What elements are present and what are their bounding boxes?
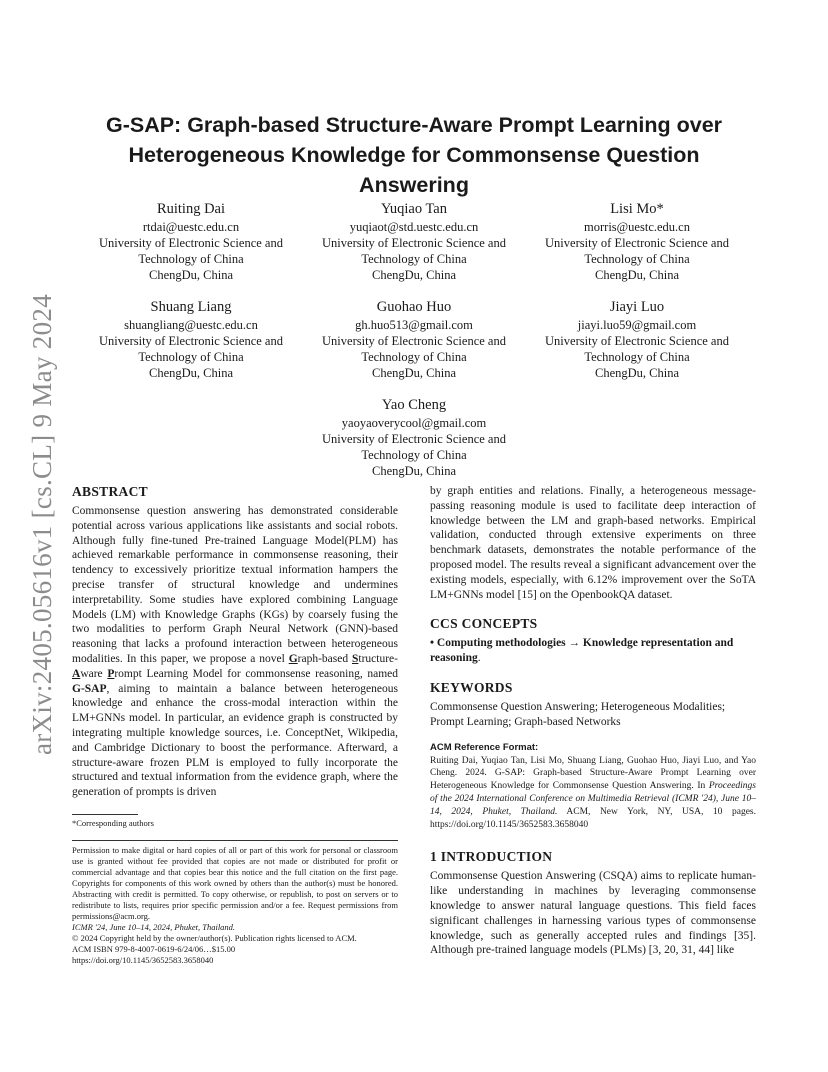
author-email: gh.huo513@gmail.com	[355, 318, 473, 332]
author-affiliation: University of Electronic Science and	[99, 334, 283, 348]
left-column	[72, 484, 398, 966]
author-affiliation: University of Electronic Science and	[545, 236, 729, 250]
author-name: Ruiting Dai	[156, 201, 226, 217]
author-city: ChengDu, China	[371, 366, 457, 380]
author-affiliation: University of Electronic Science and	[545, 334, 729, 348]
author-card	[303, 200, 525, 283]
author-affiliation: Technology of China	[361, 252, 467, 266]
intro-text: Commonsense Question Answering (CSQA) aims to replicate human-like understanding in machines by leveraging commonsense knowledge to answer natural language questions. This field faces significant challenges in harnessing various types of commonsense knowledge, such as generally accepted rules and findings [35]. Although pre-trained language models (PLMs) [3, 20, 31, 44] like	[430, 870, 756, 957]
acm-ref-label: ACM Reference Format:	[430, 741, 539, 753]
isbn-line: ACM ISBN 979-8-4007-0619-6/24/06…$15.00	[72, 943, 236, 954]
permission-rule	[72, 840, 398, 841]
author-email: shuangliang@uestc.edu.cn	[124, 318, 258, 332]
ccs-heading: CCS CONCEPTS	[430, 616, 538, 632]
keywords-heading: KEYWORDS	[430, 679, 513, 695]
author-name: Jiayi Luo	[609, 299, 665, 315]
arxiv-stamp-text: arXiv:2405.05616v1 [cs.CL] 9 May 2024	[26, 294, 57, 756]
paper-title: G-SAP: Graph-based Structure-Aware Prompt Learning over Heterogeneous Knowledge for Commonsense Question Answering	[105, 113, 723, 197]
keywords-text: Commonsense Question Answering; Heterogeneous Modalities; Prompt Learning; Graph-based Networks	[430, 700, 726, 728]
author-email: jiayi.luo59@gmail.com	[577, 318, 697, 332]
abstract-text: Commonsense question answering has demonstrated considerable potential across various applications like assistants and social robots. Although fully fine-tuned Pre-trained Language Model(PLM) has achieved remarkable performance in commonsense reasoning, their tendency to excessively prioritize textual information hampers the precise transfer of structural knowledge and undermines interpretability. Some studies have explored combining Language Models (LM) with Knowledge Graphs (KGs) by coarsely fusing the two modalities to perform Graph Neural Network (GNN)-based reasoning that lacks a profound interaction between heterogeneous modalities. In this paper, we propose a novel Graph-based Structure-Aware Prompt Learning Model for commonsense reasoning, named G-SAP, aiming to maintain a balance between heterogeneous knowledge and enhance the cross-modal interaction within the LM+GNNs model. In particular, an evidence graph is constructed by integrating multiple knowledge sources, i.e. ConceptNet, Wikipedia, and Cambridge Dictionary to boost the performance. Afterward, a structure-aware frozen PLM is employed to fully incorporate the structured and textual information from the evidence graph, where the generation of prompts is driven	[72, 505, 399, 799]
author-email: yaoyaoverycool@gmail.com	[341, 416, 487, 430]
author-name: Yao Cheng	[381, 397, 447, 413]
conference-line: ICMR '24, June 10–14, 2024, Phuket, Thailand.	[72, 921, 236, 932]
author-card	[303, 396, 525, 479]
author-city: ChengDu, China	[148, 366, 234, 380]
author-affiliation: Technology of China	[138, 350, 244, 364]
ccs-item: • Computing methodologies → Knowledge representation and reasoning.	[430, 637, 734, 665]
author-row-1	[80, 200, 748, 283]
author-affiliation: Technology of China	[361, 448, 467, 462]
footnote-rule	[72, 814, 138, 815]
abstract-heading: ABSTRACT	[72, 484, 148, 499]
author-affiliation: University of Electronic Science and	[322, 236, 506, 250]
author-city: ChengDu, China	[371, 268, 457, 282]
author-city: ChengDu, China	[594, 268, 680, 282]
author-affiliation: Technology of China	[584, 252, 690, 266]
author-card	[80, 298, 302, 381]
author-card	[80, 200, 302, 283]
author-card	[526, 200, 748, 283]
author-row-2	[80, 298, 748, 381]
author-affiliation: University of Electronic Science and	[322, 432, 506, 446]
author-row-3	[80, 396, 748, 479]
author-name: Yuqiao Tan	[381, 201, 447, 217]
author-card	[526, 298, 748, 381]
author-email: yuqiaot@std.uestc.edu.cn	[349, 220, 479, 234]
author-city: ChengDu, China	[371, 464, 457, 478]
author-name: Lisi Mo*	[610, 201, 664, 217]
footnote: *Corresponding authors	[72, 817, 154, 828]
author-affiliation: Technology of China	[361, 350, 467, 364]
permission-notice: Permission to make digital or hard copies of all or part of this work for personal or classroom use is granted without fee provided that copies are not made or distributed for profit or commercial advantage and that copies bear this notice and the full citation on the first page. Copyrights for components of this work owned by others than the author(s) must be honored. Abstracting with credit is permitted. To copy otherwise, or republish, to post on servers or to redistribute to lists, requires prior specific permission and/or a fee. Request permissions from permissions@acm.org.	[72, 844, 398, 921]
author-affiliation: University of Electronic Science and	[99, 236, 283, 250]
author-name: Shuang Liang	[150, 299, 232, 315]
intro-heading: 1 INTRODUCTION	[430, 849, 553, 865]
author-block	[80, 200, 748, 494]
author-affiliation: Technology of China	[138, 252, 244, 266]
abstract-continued: by graph entities and relations. Finally, a heterogeneous message-passing reasoning module is used to facilitate deep interaction of knowledge between the LM and graph-based networks. Empirical validation, conducted through extensive experiments on three benchmark datasets, demonstrates the notable performance of the proposed model. The results reveal a significant advancement over the existing models, especially, with 6.12% improvement over the SoTA LM+GNNs model [15] on the OpenbookQA dataset.	[430, 485, 756, 601]
acm-ref-text: Ruiting Dai, Yuqiao Tan, Lisi Mo, Shuang Liang, Guohao Huo, Jiayi Luo, and Yao Cheng. 2024. G-SAP: Graph-based Structure-Aware Prompt Learning over Heterogeneous Knowledge for Commonsense Question Answering. In Proceedings of the 2024 International Conference on Multimedia Retrieval (ICMR '24), June 10–14, 2024, Phuket, Thailand. ACM, New York, NY, USA, 10 pages. https://doi.org/10.1145/3652583.3658040	[430, 755, 756, 830]
author-email: morris@uestc.edu.cn	[584, 220, 690, 234]
author-email: rtdai@uestc.edu.cn	[142, 220, 240, 234]
author-name: Guohao Huo	[376, 299, 452, 315]
doi-line: https://doi.org/10.1145/3652583.3658040	[72, 954, 214, 965]
arxiv-stamp	[22, 290, 62, 760]
author-city: ChengDu, China	[594, 366, 680, 380]
copyright-line: © 2024 Copyright held by the owner/author(s). Publication rights licensed to ACM.	[72, 932, 357, 943]
author-card	[303, 298, 525, 381]
author-city: ChengDu, China	[148, 268, 234, 282]
author-affiliation: Technology of China	[584, 350, 690, 364]
author-affiliation: University of Electronic Science and	[322, 334, 506, 348]
right-column	[430, 484, 756, 958]
